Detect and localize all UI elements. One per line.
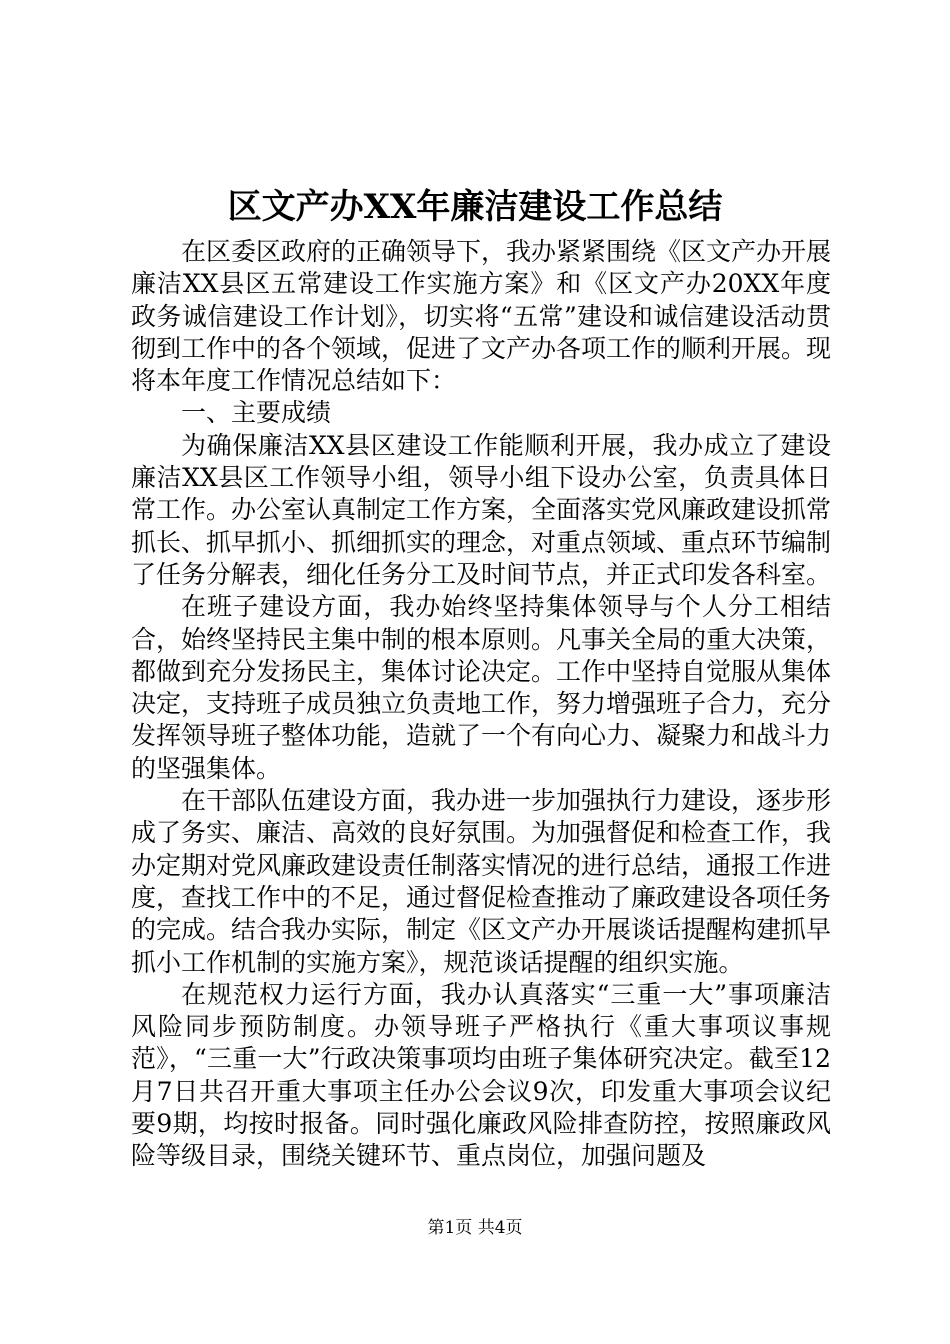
paragraph-intro: 在区委区政府的正确领导下，我办紧紧围绕《区文产办开展廉洁XX县区五常建设工作实施方案》和《区文产办20XX年度政务诚信建设工作计划》，切实将“五常”建设和诚信建设活动贯彻到工作中的各个领域，促进了文产办各项工作的顺利开展。现将本年度工作情况总结如下： (131, 237, 832, 396)
section-heading-main-achievements: 一、主要成绩 (181, 398, 332, 428)
paragraph-cadre-building: 在干部队伍建设方面，我办进一步加强执行力建设，逐步形成了务实、廉洁、高效的良好氛围。为加强督促和检查工作，我办定期对党风廉政建设责任制落实情况的进行总结，通报工作进度，查找工作中的不足，通过督促检查推动了廉政建设各项任务的完成。结合我办实际，制定《区文产办开展谈话提醒构建抓早抓小工作机制的实施方案》，规范谈话提醒的组织实施。 (131, 786, 832, 977)
page-number-footer: 第1页 共4页 (427, 1218, 523, 1238)
document-title: 区文产办XX年廉洁建设工作总结 (227, 187, 723, 227)
paragraph-team-building: 在班子建设方面，我办始终坚持集体领导与个人分工相结合，始终坚持民主集中制的根本原则。凡事关全局的重大决策，都做到充分发扬民主，集体讨论决定。工作中坚持自觉服从集体决定，支持班子成员独立负责地工作，努力增强班子合力，充分发挥领导班子整体功能，造就了一个有向心力、凝聚力和战斗力的坚强集体。 (131, 592, 832, 783)
paragraph-leadership-group: 为确保廉洁XX县区建设工作能顺利开展，我办成立了建设廉洁XX县区工作领导小组，领导小组下设办公室，负责具体日常工作。办公室认真制定工作方案，全面落实党风廉政建设抓常抓长、抓早抓小、抓细抓实的理念，对重点领域、重点环节编制了任务分解表，细化任务分工及时间节点，并正式印发各科室。 (131, 430, 832, 589)
paragraph-power-regulation: 在规范权力运行方面，我办认真落实“三重一大”事项廉洁风险同步预防制度。办领导班子严格执行《重大事项议事规范》，“三重一大”行政决策事项均由班子集体研究决定。截至12月7日共召开重大事项主任办公会议9次，印发重大事项会议纪要9期，均按时报备。同时强化廉政风险排查防控，按照廉政风险等级目录，围绕关键环节、重点岗位，加强问题及 (131, 979, 831, 1171)
document-body (131, 236, 831, 1173)
